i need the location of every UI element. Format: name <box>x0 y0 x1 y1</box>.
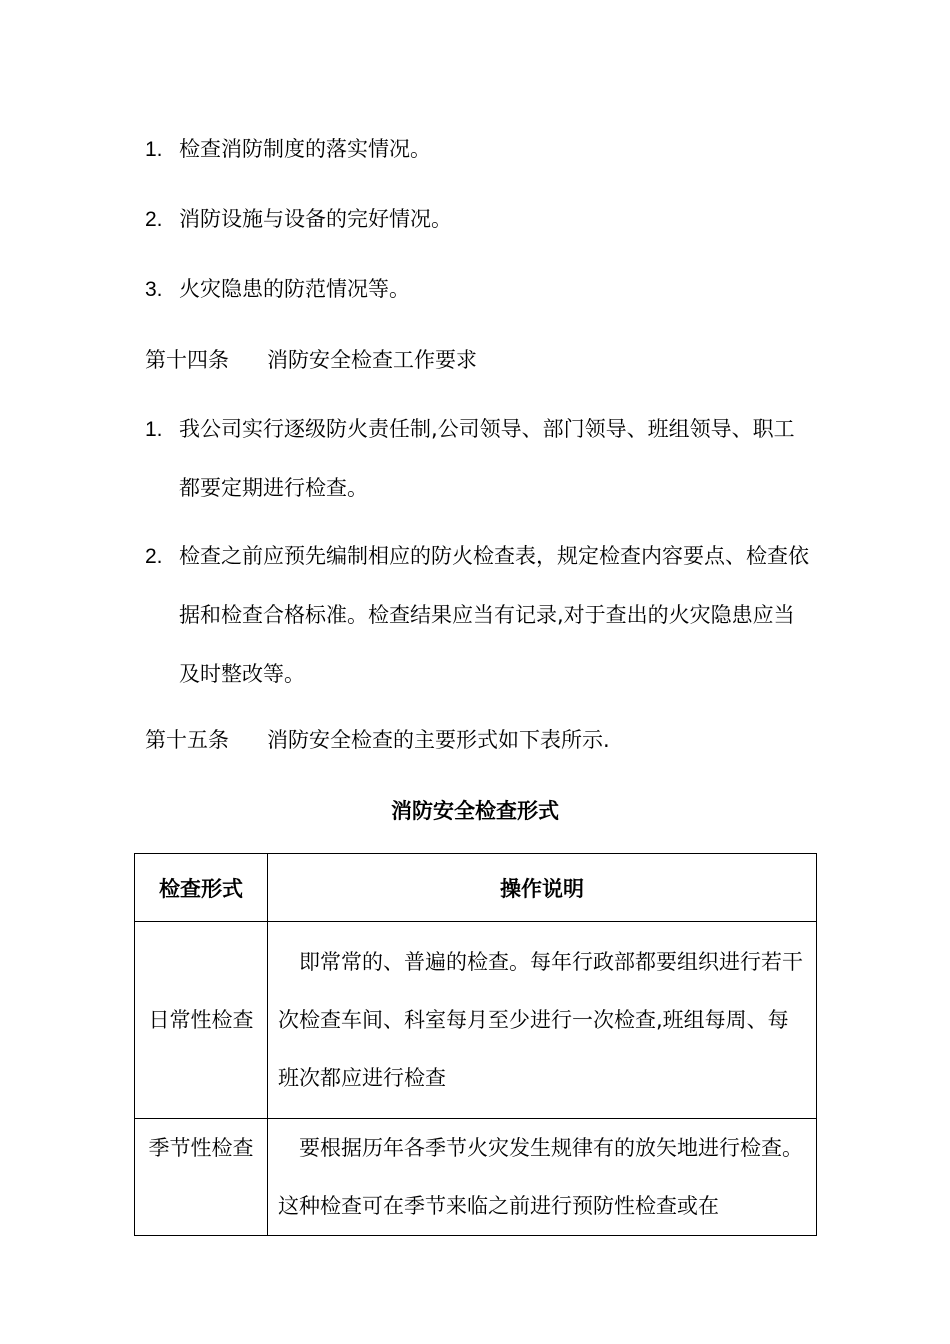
inspection-table <box>134 853 817 1236</box>
list-text: 检查之前应预先编制相应的防火检查表，规定检查内容要点、检查依据和检查合格标准。检查结果应当有记录,对于查出的火灾隐患应当及时整改等。 <box>179 544 809 686</box>
table-title: 消防安全检查形式 <box>391 799 559 823</box>
list-text: 我公司实行逐级防火责任制,公司领导、部门领导、班组领导、职工都要定期进行检查。 <box>179 417 795 500</box>
list-text: 消防设施与设备的完好情况。 <box>179 207 452 231</box>
article-title: 消防安全检查的主要形式如下表所示. <box>267 728 610 752</box>
table-cell-desc <box>268 922 817 1119</box>
list-text: 检查消防制度的落实情况。 <box>179 137 431 161</box>
list-item <box>145 120 815 179</box>
list-number: 2. <box>145 208 163 231</box>
article-title: 消防安全检查工作要求 <box>267 348 477 372</box>
table-row <box>135 922 817 1119</box>
table-cell-kind: 日常性检查 <box>135 922 268 1119</box>
list-number: 1. <box>145 138 163 161</box>
list-item <box>145 527 815 704</box>
column-header: 操作说明 <box>268 854 817 922</box>
list-number: 2. <box>145 545 163 568</box>
article-number: 第十五条 <box>145 728 229 752</box>
article-heading <box>145 345 477 375</box>
table-header-row <box>135 854 817 922</box>
article-heading <box>145 725 610 755</box>
list-number: 3. <box>145 278 163 301</box>
list-item <box>145 400 815 518</box>
column-header: 检查形式 <box>135 854 268 922</box>
article-number: 第十四条 <box>145 348 229 372</box>
desc-text: 即常常的、普遍的检查。每年行政部都要组织进行若干次检查车间、科室每月至少进行一次检查,班组每周、每班次都应进行检查 <box>278 950 803 1090</box>
table-cell-kind: 季节性检查 <box>135 1119 268 1236</box>
list-item <box>145 260 815 319</box>
table-row <box>135 1119 817 1236</box>
desc-text: 要根据历年各季节火灾发生规律有的放矢地进行检查。这种检查可在季节来临之前进行预防性检查或在 <box>278 1136 803 1218</box>
list-number: 1. <box>145 418 163 441</box>
table-cell-desc <box>268 1119 817 1236</box>
list-item <box>145 190 815 249</box>
list-text: 火灾隐患的防范情况等。 <box>179 277 410 301</box>
